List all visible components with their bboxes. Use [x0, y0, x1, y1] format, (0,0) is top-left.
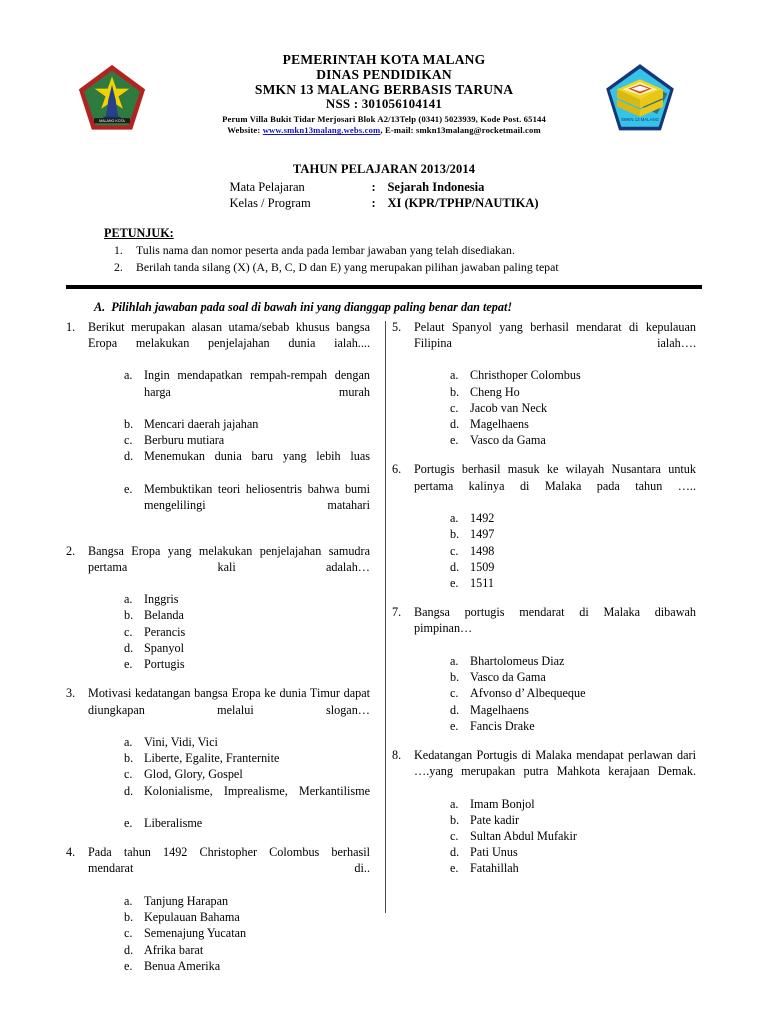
option-item[interactable] [124, 942, 370, 958]
option-letter: e. [124, 958, 133, 973]
column-divider-line [385, 321, 386, 913]
class-value: XI (KPR/TPHP/NAUTIKA) [387, 196, 539, 211]
question-number: 2. [66, 543, 76, 558]
option-text: Ingin mendapatkan rempah-rempah dengan harga murah [144, 368, 370, 399]
instruction-text: Tulis nama dan nomor peserta anda pada lembar jawaban yang telah disediakan. [136, 242, 515, 257]
questions-column-left [66, 319, 370, 987]
smkn13-malang-emblem-icon [604, 62, 676, 134]
option-text: Magelhaens [470, 417, 529, 431]
header-address-line: Perum Villa Bukit Tidar Merjosari Blok A2/13Telp (0341) 5023939, Kode Post. 65144 [222, 113, 546, 124]
letterhead [0, 0, 768, 148]
option-letter: b. [450, 812, 460, 827]
option-letter: a. [450, 796, 459, 811]
option-letter: c. [450, 400, 459, 415]
option-item[interactable] [450, 416, 696, 432]
option-item[interactable] [450, 400, 696, 416]
option-item[interactable] [124, 783, 370, 815]
question-body [414, 747, 696, 877]
website-link[interactable]: www.smkn13malang.webs.com [262, 125, 381, 136]
option-letter: c. [124, 767, 133, 782]
option-item[interactable] [124, 432, 370, 448]
question-stem: Pelaut Spanyol yang berhasil mendarat di kepulauan Filipina ialah…. [414, 319, 696, 350]
option-text: Semenajung Yucatan [144, 926, 247, 941]
option-letter: d. [124, 783, 134, 798]
option-letter: b. [124, 608, 134, 623]
questions-area [0, 319, 768, 987]
option-item[interactable] [124, 416, 370, 432]
option-letter: a. [124, 368, 133, 383]
question-number: 6. [392, 462, 402, 477]
option-text: Perancis [144, 624, 186, 639]
question-item [66, 543, 370, 673]
option-text: Spanyol [144, 640, 184, 655]
question-stem: Berikut merupakan alasan utama/sebab khusus bangsa Eropa melakukan penjelajahan dunia ialah.... [88, 319, 370, 350]
option-letter: d. [124, 640, 134, 655]
option-text: Belanda [144, 608, 184, 623]
option-item[interactable] [450, 685, 696, 701]
option-text: Glod, Glory, Gospel [144, 767, 243, 782]
section-a-title: Pilihlah jawaban pada soal di bawah ini yang dianggap paling benar dan tepat! [111, 299, 513, 314]
question-body [88, 319, 370, 530]
option-letter: e. [450, 718, 459, 733]
option-text: Tanjung Harapan [144, 893, 229, 908]
instruction-text: Berilah tanda silang (X) (A, B, C, D dan E) yang merupakan pilihan jawaban paling tepat [136, 259, 559, 274]
section-a-letter: A. [94, 299, 106, 314]
option-letter: a. [450, 653, 459, 668]
option-text: Kepulauan Bahama [144, 910, 240, 925]
option-item[interactable] [124, 734, 370, 750]
email-text: , E-mail: smkn13malang@rocketmail.com [380, 125, 541, 136]
option-item[interactable] [450, 828, 696, 844]
option-text: Jacob van Neck [470, 400, 548, 415]
option-text: Menemukan dunia baru yang lebih luas [144, 449, 370, 464]
option-item[interactable] [450, 543, 696, 559]
option-text: 1498 [470, 543, 495, 558]
option-item[interactable] [450, 669, 696, 685]
question-body [88, 543, 370, 673]
question-number: 4. [66, 845, 76, 860]
option-list [88, 734, 370, 831]
question-item [392, 319, 696, 449]
option-item[interactable] [124, 909, 370, 925]
option-letter: a. [124, 893, 133, 908]
option-item[interactable] [450, 860, 696, 876]
option-letter: d. [450, 559, 460, 574]
question-item [392, 604, 696, 734]
option-item[interactable] [124, 958, 370, 974]
option-letter: d. [124, 449, 134, 464]
option-letter: b. [124, 751, 134, 766]
exam-meta-table [229, 179, 538, 212]
question-number: 8. [392, 747, 402, 762]
option-item[interactable] [124, 367, 370, 416]
option-letter: c. [124, 926, 133, 941]
class-colon: : [371, 196, 376, 211]
instructions-title: PETUNJUK: [104, 225, 174, 240]
option-list [88, 367, 370, 529]
option-text: Christhoper Colombus [470, 368, 581, 383]
option-text: Pati Unus [470, 845, 518, 860]
option-text: Inggris [144, 592, 179, 607]
question-stem: Portugis berhasil masuk ke wilayah Nusantara untuk pertama kalinya di Malaka pada tahun ….. [414, 462, 696, 493]
option-text: Fancis Drake [470, 718, 535, 733]
option-item[interactable] [450, 796, 696, 812]
option-item[interactable] [124, 481, 370, 530]
svg-text:SMKN 13 MALANG: SMKN 13 MALANG [621, 117, 659, 123]
option-letter: c. [124, 624, 133, 639]
exam-meta-block [0, 162, 768, 212]
option-letter: b. [124, 417, 134, 431]
option-letter: a. [124, 592, 133, 607]
option-letter: d. [124, 942, 134, 957]
option-letter: a. [450, 511, 459, 526]
option-item[interactable] [124, 815, 370, 831]
question-body [414, 319, 696, 449]
question-item [66, 319, 370, 530]
option-text: 1492 [470, 511, 495, 526]
option-item[interactable] [450, 367, 696, 383]
option-item[interactable] [124, 656, 370, 672]
question-item [392, 747, 696, 877]
question-number: 1. [66, 319, 76, 334]
meta-row-class [229, 195, 538, 211]
option-item[interactable] [450, 384, 696, 400]
option-list [414, 796, 696, 877]
subject-colon: : [371, 180, 376, 194]
option-letter: b. [450, 670, 460, 685]
option-letter: c. [450, 543, 459, 558]
option-text: 1509 [470, 559, 495, 574]
section-divider-rule [66, 285, 702, 289]
option-letter: a. [450, 368, 459, 383]
option-item[interactable] [124, 925, 370, 941]
instruction-item-1 [104, 242, 706, 259]
option-item[interactable] [124, 640, 370, 656]
subject-label: Mata Pelajaran [229, 180, 305, 194]
option-text: Imam Bonjol [470, 796, 535, 811]
question-body [88, 685, 370, 831]
option-text: Portugis [144, 657, 185, 672]
question-body [414, 604, 696, 734]
svg-text:MALANG KOTA: MALANG KOTA [99, 119, 125, 124]
question-stem: Bangsa Eropa yang melakukan penjelajahan samudra pertama kali adalah… [88, 543, 370, 574]
option-item[interactable] [450, 718, 696, 734]
question-stem: Pada tahun 1492 Christopher Colombus berhasil mendarat di.. [88, 845, 370, 876]
option-item[interactable] [450, 844, 696, 860]
option-item[interactable] [450, 812, 696, 828]
option-letter: e. [124, 481, 133, 496]
option-text: Kolonialisme, Imprealisme, Merkantilisme [144, 783, 370, 798]
option-item[interactable] [450, 432, 696, 448]
option-text: Vini, Vidi, Vici [144, 734, 218, 749]
option-text: Vasco da Gama [470, 670, 546, 685]
option-text: Afrika barat [144, 942, 204, 957]
question-body [88, 844, 370, 974]
question-stem: Motivasi kedatangan bangsa Eropa ke dunia Timur dapat diungkapan melalui slogan… [88, 686, 370, 717]
website-label: Website: [227, 125, 263, 136]
option-text: Liberalisme [144, 816, 203, 831]
option-text: Sultan Abdul Mufakir [470, 829, 577, 844]
instruction-number: 1. [114, 242, 123, 257]
option-letter: b. [124, 910, 134, 925]
option-letter: e. [450, 575, 459, 590]
question-item [66, 844, 370, 974]
option-list [414, 653, 696, 734]
academic-year-title: TAHUN PELAJARAN 2013/2014 [292, 162, 476, 176]
meta-row-subject [229, 179, 538, 195]
section-a-heading [0, 300, 768, 315]
option-letter: d. [450, 417, 460, 431]
option-list [414, 367, 696, 448]
instructions-block [0, 226, 768, 276]
option-item[interactable] [450, 702, 696, 718]
option-text: Mencari daerah jajahan [144, 417, 259, 431]
option-item[interactable] [450, 575, 696, 591]
option-text: Pate kadir [470, 812, 520, 827]
option-letter: e. [450, 861, 459, 876]
option-letter: e. [124, 657, 133, 672]
option-item[interactable] [450, 559, 696, 575]
option-item[interactable] [450, 526, 696, 542]
question-stem: Kedatangan Portugis di Malaka mendapat perlawan dari ….yang merupakan putra Mahkota kerajaan Demak. [414, 747, 696, 779]
questions-column-right [392, 319, 696, 987]
option-text: Bhartolomeus Diaz [470, 653, 565, 668]
option-text: Liberte, Egalite, Franternite [144, 751, 280, 766]
option-letter: a. [124, 734, 133, 749]
option-item[interactable] [124, 607, 370, 623]
option-text: Fatahillah [470, 861, 519, 876]
instruction-number: 2. [114, 259, 123, 274]
question-number: 7. [392, 605, 402, 620]
question-item [66, 685, 370, 831]
option-letter: c. [450, 829, 459, 844]
option-text: Vasco da Gama [470, 433, 546, 448]
question-stem: Bangsa portugis mendarat di Malaka dibawah pimpinan… [414, 605, 696, 636]
option-item[interactable] [124, 893, 370, 909]
question-body [414, 461, 696, 591]
option-item[interactable] [450, 653, 696, 669]
option-item[interactable] [124, 766, 370, 782]
option-item[interactable] [124, 750, 370, 766]
option-text: Afvonso d’ Albequeque [470, 686, 586, 701]
header-line-nss: NSS : 301056104141 [325, 96, 443, 112]
option-text: Membuktikan teori heliosentris bahwa bumi mengelilingi matahari [144, 481, 370, 513]
option-list [88, 893, 370, 974]
class-label: Kelas / Program [229, 196, 311, 211]
option-letter: e. [124, 816, 133, 831]
malang-city-emblem-icon [76, 62, 148, 134]
option-letter: b. [450, 527, 460, 542]
option-letter: c. [450, 686, 459, 701]
subject-value: Sejarah Indonesia [387, 180, 485, 194]
option-text: Berburu mutiara [144, 433, 225, 448]
option-text: Magelhaens [470, 702, 529, 717]
option-letter: b. [450, 384, 460, 399]
option-item[interactable] [124, 624, 370, 640]
question-number: 5. [392, 319, 402, 334]
header-line-school: SMKN 13 MALANG BERBASIS TARUNA [254, 82, 514, 98]
option-item[interactable] [124, 591, 370, 607]
option-letter: d. [450, 702, 460, 717]
option-text: 1497 [470, 527, 495, 542]
question-item [392, 461, 696, 591]
option-list [414, 510, 696, 591]
option-letter: c. [124, 433, 133, 448]
instruction-item-2 [104, 259, 706, 276]
option-letter: e. [450, 433, 459, 448]
header-line-government: PEMERINTAH KOTA MALANG [282, 52, 486, 67]
header-line-department: DINAS PENDIDIKAN [316, 67, 452, 83]
option-item[interactable] [450, 510, 696, 526]
option-text: 1511 [470, 575, 494, 590]
option-item[interactable] [124, 448, 370, 480]
option-text: Cheng Ho [470, 384, 520, 399]
option-list [88, 591, 370, 672]
option-letter: d. [450, 845, 460, 860]
question-number: 3. [66, 686, 76, 701]
option-text: Benua Amerika [144, 958, 221, 973]
